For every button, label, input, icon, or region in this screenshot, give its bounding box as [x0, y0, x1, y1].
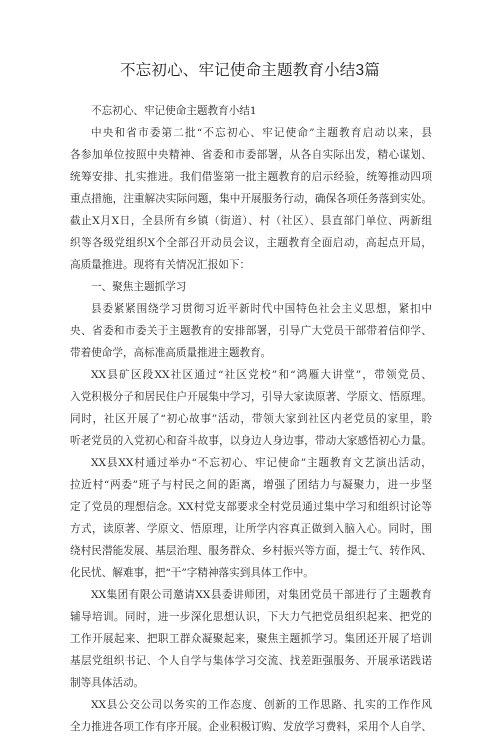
document-title: 不忘初心、牢记使命主题教育小结3篇	[119, 62, 381, 79]
text-line: XX集团有限公司邀请XX县委讲师团，对集团党员干部进行了主题教育	[91, 589, 432, 601]
text-line: 拉近村“两委”班子与村民之间的距离，增强了团结力与凝聚力，进一步坚	[70, 479, 432, 491]
text-line: 辅导培训。同时，进一步深化思想认识，下大力气把党员组织起来、把党的	[70, 611, 432, 623]
text-line: 重点措施，注重解决实际问题，集中开展服务行动，确保各项任务落到实处。	[70, 193, 432, 205]
text-line: XX县公交公司以务实的工作态度、创新的工作思路、扎实的工作作风	[91, 699, 432, 711]
text-line: 听老党员的入党初心和奋斗故事，以身边人身边事，带动大家感悟初心力量。	[70, 435, 432, 447]
text-line: 中央和省市委第二批“不忘初心、牢记使命”主题教育启动以来，县	[91, 127, 432, 139]
text-line: 不忘初心、牢记使命主题教育小结1	[91, 105, 257, 117]
text-line: 全力推进各项工作有序开展。企业积极订购、发放学习费料，采用个人自学、	[70, 721, 432, 733]
text-line: XX县XX村通过举办“不忘初心、牢记使命”主题教育文艺演出活动，	[91, 457, 432, 469]
text-line: 同时，社区开展了“初心故事”活动，带领大家到社区内老党员的家里，聆	[70, 413, 432, 425]
text-line: 工作开展起来、把职工群众凝聚起来，聚焦主题抓学习。集团还开展了培训	[70, 633, 432, 645]
text-line: 截止X月X日，全县所有乡镇（街道）、村（社区）、县直部门单位、两新组	[70, 215, 432, 227]
text-line: 入党积极分子和居民住户开展集中学习，引导大家读原著、学原文、悟原理。	[70, 391, 432, 403]
text-line: 带着使命学，高标准高质量推进主题教育。	[70, 347, 272, 359]
text-line: 制等具体活动。	[70, 677, 145, 689]
text-line: 方式，读原著、学原文、悟原理，让所学内容真正做到入脑入心。同时，围	[70, 523, 432, 535]
text-line: 定了党员的理想信念。XX村党支部要求全村党员通过集中学习和组织讨论等	[70, 501, 432, 513]
text-line: 绕村民潜能发展、基层治理、服务群众、乡村振兴等方面，提士气、转作风、	[70, 545, 432, 557]
text-line: 县委紧紧围绕学习贯彻习近平新时代中国特色社会主义思想，紧扣中	[91, 303, 432, 315]
text-line: 一、聚焦主题抓学习	[91, 281, 187, 293]
text-line: 织等各级党组织X个全部召开动员会议，主题教育全面启动，高起点开局，	[70, 237, 432, 249]
text-line: 央、省委和市委关于主题教育的安排部署，引导广大党员干部带着信仰学、	[70, 325, 432, 337]
text-line: 各参加单位按照中央精神、省委和市委部署，从各自实际出发，精心谋划、	[70, 149, 432, 161]
text-line: XX县矿区段XX社区通过“社区党校”和“鸿雁大讲堂”，带领党员、	[91, 369, 432, 381]
text-line: 统筹安排、扎实推进。我们借鉴第一批主题教育的启示经验，统筹推动四项	[70, 171, 432, 183]
text-line: 高质量推进。现将有关情况汇报如下：	[70, 259, 251, 271]
text-line: 化民忧、解难事，把“干”字精神落实到具体工作中。	[70, 567, 314, 579]
document-body	[70, 100, 432, 738]
text-line: 基层党组织书记、个人自学与集体学习交流、找差距强服务、开展承诺践诺	[70, 655, 432, 667]
